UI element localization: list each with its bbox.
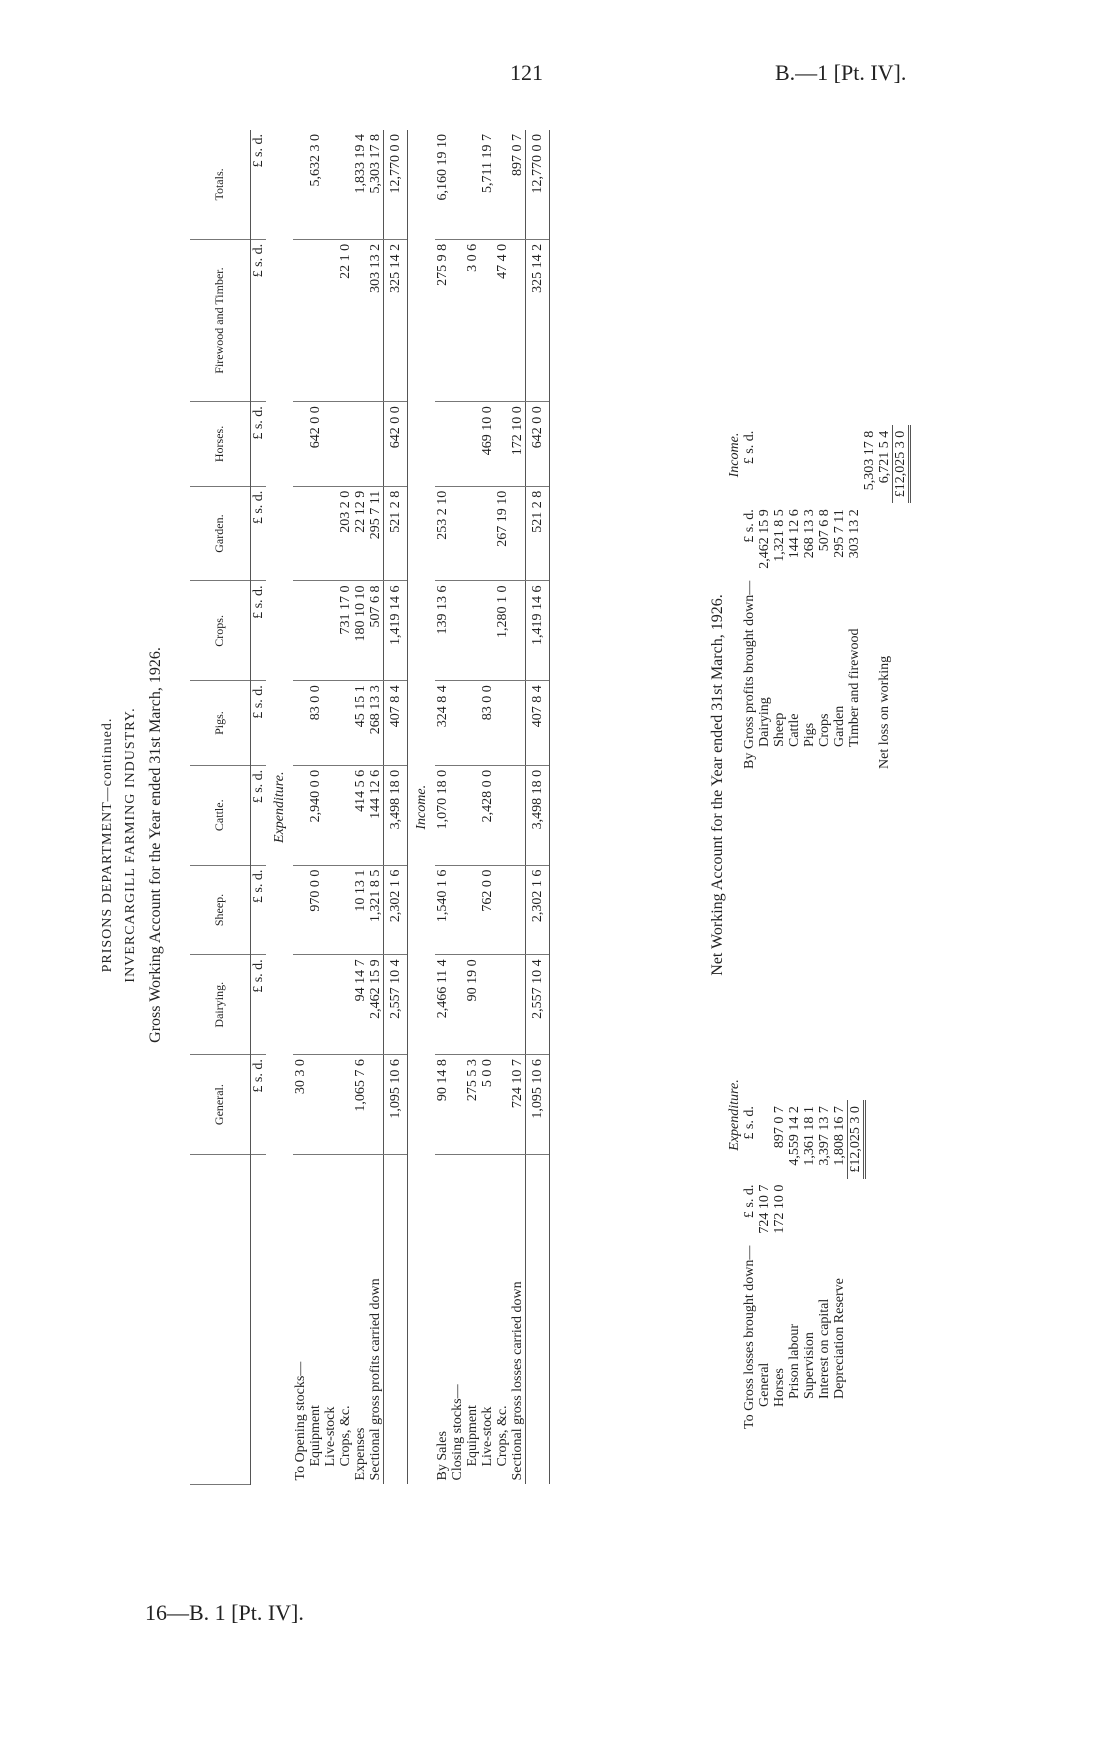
net-inc-blank xyxy=(787,425,802,504)
net-inc-blank xyxy=(832,425,847,504)
column-header: Dairying. xyxy=(190,955,250,1055)
column-header: Pigs. xyxy=(190,681,250,766)
net-exp-intro: To Gross losses brought down— xyxy=(742,1245,757,1429)
table-cell xyxy=(495,681,510,766)
table-cell xyxy=(293,865,308,955)
table-cell xyxy=(465,865,480,955)
row-label: Equipment xyxy=(464,1405,480,1467)
net-expenditure-table xyxy=(742,1100,866,1435)
table-row xyxy=(338,130,353,1485)
net-exp-row xyxy=(787,1100,802,1435)
table-cell: 22 12 9 xyxy=(353,486,368,581)
table-cell xyxy=(308,955,323,1055)
total-cell: 521 2 8 xyxy=(525,486,549,581)
table-cell xyxy=(465,765,480,865)
total-cell: 521 2 8 xyxy=(383,486,407,581)
column-header: Totals. xyxy=(190,130,250,239)
unit-label: £ s. d. xyxy=(250,486,266,581)
total-cell: 2,557 10 4 xyxy=(525,955,549,1055)
total-cell: 2,302 1 6 xyxy=(525,865,549,955)
industry-heading: INVERCARGILL FARMING INDUSTRY. xyxy=(123,707,138,983)
table-cell xyxy=(353,402,368,487)
table-cell xyxy=(465,486,480,581)
table-cell: 267 19 10 xyxy=(495,486,510,581)
net-inc-row xyxy=(802,425,817,775)
row-label: Live-stock xyxy=(322,1406,338,1467)
total-cell: 1,095 10 6 xyxy=(525,1055,549,1155)
unit-label: £ s. d. xyxy=(250,1055,266,1155)
net-inc-blank xyxy=(802,425,817,504)
table-cell xyxy=(308,239,323,401)
net-loss-value: 6,721 5 4 xyxy=(877,430,892,484)
table-cell xyxy=(368,402,384,487)
table-cell: 275 9 8 xyxy=(435,239,450,401)
table-cell xyxy=(323,765,338,865)
net-exp-sub xyxy=(832,1179,848,1240)
unit-label: £ s. d. xyxy=(250,865,266,955)
table-cell: 30 3 0 xyxy=(293,1055,308,1155)
table-cell xyxy=(293,130,308,239)
table-cell xyxy=(323,581,338,681)
table-cell xyxy=(323,402,338,487)
table-cell xyxy=(495,955,510,1055)
table-cell xyxy=(480,486,495,581)
table-cell xyxy=(480,239,495,401)
net-exp-total: £12,025 3 0 xyxy=(848,1100,865,1179)
page-reference: B.—1 [Pt. IV]. xyxy=(775,60,907,85)
table-cell xyxy=(465,681,480,766)
total-cell: 2,302 1 6 xyxy=(383,865,407,955)
net-inc-amount: 303 13 2 xyxy=(847,509,862,559)
table-cell xyxy=(323,1055,338,1155)
table-cell: 1,065 7 6 xyxy=(353,1055,368,1155)
table-cell xyxy=(338,1055,353,1155)
table-cell xyxy=(308,486,323,581)
table-row xyxy=(450,130,465,1485)
net-inc-row xyxy=(832,425,847,775)
table-cell xyxy=(338,130,353,239)
total-cell: 325 14 2 xyxy=(383,239,407,401)
table-cell xyxy=(323,955,338,1055)
net-income-table xyxy=(742,425,911,775)
net-inc-subtotal: 5,303 17 8 xyxy=(862,430,877,491)
department-heading: PRISONS DEPARTMENT—continued. xyxy=(100,717,115,973)
table-cell: 507 6 8 xyxy=(368,581,384,681)
net-exp-label: Supervision xyxy=(802,1332,817,1399)
row-label: Sectional gross profits carried down xyxy=(367,1278,383,1481)
table-cell xyxy=(495,130,510,239)
row-label: Sectional gross losses carried down xyxy=(509,1281,525,1481)
row-label: Closing stocks— xyxy=(449,1384,465,1481)
table-cell xyxy=(465,581,480,681)
page-footer: 16—B. 1 [Pt. IV]. xyxy=(145,1600,304,1625)
total-cell: 3,498 18 0 xyxy=(383,765,407,865)
net-exp-label: Interest on capital xyxy=(817,1298,832,1399)
total-cell: 407 8 4 xyxy=(383,681,407,766)
table-cell: 180 10 10 xyxy=(353,581,368,681)
net-exp-amount: 1,808 16 7 xyxy=(832,1106,847,1166)
table-cell xyxy=(450,239,465,401)
table-cell: 5 0 0 xyxy=(480,1055,495,1155)
total-cell: 3,498 18 0 xyxy=(525,765,549,865)
table-cell xyxy=(338,955,353,1055)
column-header: Cattle. xyxy=(190,765,250,865)
table-cell xyxy=(450,581,465,681)
table-cell xyxy=(480,581,495,681)
net-inc-total: £12,025 3 0 xyxy=(893,425,910,504)
table-cell xyxy=(450,130,465,239)
net-inc-intro: By Gross profits brought down— xyxy=(742,580,757,769)
table-cell: 414 5 6 xyxy=(353,765,368,865)
net-inc-amount: 1,321 8 5 xyxy=(772,509,787,562)
column-header: Horses. xyxy=(190,402,250,487)
table-cell: 83 0 0 xyxy=(308,681,323,766)
table-cell xyxy=(308,581,323,681)
table-cell xyxy=(495,765,510,865)
table-cell: 22 1 0 xyxy=(338,239,353,401)
table-cell xyxy=(450,1055,465,1155)
net-exp-sub xyxy=(787,1179,802,1240)
gross-account-title: Gross Working Account for the Year ended 31st March, 1926. xyxy=(147,647,164,1043)
net-exp-row xyxy=(772,1100,787,1435)
table-row xyxy=(435,130,450,1485)
table-cell: 2,466 11 4 xyxy=(435,955,450,1055)
table-cell xyxy=(510,681,526,766)
table-cell: 762 0 0 xyxy=(480,865,495,955)
net-inc-label: Timber and firewood xyxy=(847,628,862,747)
table-cell: 268 13 3 xyxy=(368,681,384,766)
net-exp-amount xyxy=(757,1100,772,1179)
column-header: Garden. xyxy=(190,486,250,581)
column-header: Firewood and Timber. xyxy=(190,239,250,401)
table-cell: 2,462 15 9 xyxy=(368,955,384,1055)
column-header xyxy=(190,1155,250,1485)
net-inc-row xyxy=(757,425,772,775)
row-label: Crops, &c. xyxy=(337,1405,353,1467)
table-cell xyxy=(510,581,526,681)
table-cell xyxy=(293,765,308,865)
table-cell xyxy=(480,955,495,1055)
unit-label xyxy=(250,1155,266,1485)
net-inc-blank xyxy=(772,425,787,504)
net-account xyxy=(710,135,911,1435)
net-inc-row xyxy=(787,425,802,775)
unit-label: £ s. d. xyxy=(250,681,266,766)
table-cell: 47 4 0 xyxy=(495,239,510,401)
net-income-heading: Income. xyxy=(727,432,742,478)
table-cell: 3 0 6 xyxy=(465,239,480,401)
table-cell xyxy=(495,402,510,487)
net-inc-label: Sheep xyxy=(772,712,787,747)
table-cell xyxy=(495,1055,510,1155)
net-inc-blank xyxy=(847,425,862,504)
table-cell xyxy=(323,486,338,581)
total-cell: 642 0 0 xyxy=(383,402,407,487)
table-cell: 1,540 1 6 xyxy=(435,865,450,955)
table-cell xyxy=(450,402,465,487)
unit-label: £ s. d. xyxy=(742,509,757,543)
net-exp-label: Horses xyxy=(772,1368,787,1407)
net-inc-amount: 144 12 6 xyxy=(787,509,802,559)
table-cell: 303 13 2 xyxy=(368,239,384,401)
table-cell xyxy=(450,765,465,865)
net-inc-amount: 268 13 3 xyxy=(802,509,817,559)
net-inc-label: Crops xyxy=(817,713,832,747)
unit-label: £ s. d. xyxy=(250,955,266,1055)
net-exp-amount: 3,397 13 7 xyxy=(817,1106,832,1166)
net-inc-row xyxy=(772,425,787,775)
net-exp-sub xyxy=(817,1179,832,1240)
total-cell: 407 8 4 xyxy=(525,681,549,766)
table-cell: 45 15 1 xyxy=(353,681,368,766)
table-cell xyxy=(510,765,526,865)
total-cell: 1,419 14 6 xyxy=(525,581,549,681)
net-exp-label: Depreciation Reserve xyxy=(832,1278,847,1399)
table-row xyxy=(323,130,338,1485)
table-cell: 253 2 10 xyxy=(435,486,450,581)
table-cell xyxy=(323,681,338,766)
table-cell: 1,833 19 4 xyxy=(353,130,368,239)
table-cell: 5,303 17 8 xyxy=(368,130,384,239)
row-label: By Sales xyxy=(434,1431,450,1481)
table-cell xyxy=(450,955,465,1055)
table-cell xyxy=(465,130,480,239)
table-cell: 83 0 0 xyxy=(480,681,495,766)
table-cell xyxy=(293,581,308,681)
section-row xyxy=(407,130,435,1485)
table-cell: 94 14 7 xyxy=(353,955,368,1055)
net-exp-row xyxy=(802,1100,817,1435)
net-exp-label: General xyxy=(757,1362,772,1407)
table-cell xyxy=(368,1055,384,1155)
table-row xyxy=(353,130,368,1485)
row-label: Live-stock xyxy=(479,1406,495,1467)
table-cell xyxy=(450,681,465,766)
table-cell xyxy=(510,865,526,955)
table-cell: 203 2 0 xyxy=(338,486,353,581)
net-inc-blank xyxy=(757,425,772,504)
total-cell: 642 0 0 xyxy=(525,402,549,487)
net-inc-amount: 2,462 15 9 xyxy=(757,509,772,569)
table-cell xyxy=(353,239,368,401)
table-cell: 1,321 8 5 xyxy=(368,865,384,955)
unit-label: £ s. d. xyxy=(742,430,757,465)
table-cell: 10 13 1 xyxy=(353,865,368,955)
column-header: General. xyxy=(190,1055,250,1155)
table-row xyxy=(480,130,495,1485)
net-exp-amount: 4,559 14 2 xyxy=(787,1106,802,1166)
table-cell xyxy=(293,239,308,401)
table-cell xyxy=(293,681,308,766)
net-inc-label: Pigs xyxy=(802,722,817,747)
unit-label: £ s. d. xyxy=(250,765,266,865)
table-cell xyxy=(450,865,465,955)
net-exp-sub: 172 10 0 xyxy=(772,1184,787,1234)
net-exp-sub: 724 10 7 xyxy=(757,1184,772,1234)
table-cell xyxy=(338,865,353,955)
section-label: Income. xyxy=(413,784,429,830)
table-cell xyxy=(308,1055,323,1155)
table-cell: 642 0 0 xyxy=(308,402,323,487)
total-label xyxy=(525,1155,549,1485)
table-cell xyxy=(323,239,338,401)
net-inc-amount: 507 6 8 xyxy=(817,509,832,552)
section-row xyxy=(266,130,293,1485)
total-row xyxy=(383,130,407,1485)
table-cell: 6,160 19 10 xyxy=(435,130,450,239)
total-cell: 1,419 14 6 xyxy=(383,581,407,681)
row-label: Crops, &c. xyxy=(494,1405,510,1467)
table-cell: 275 5 3 xyxy=(465,1055,480,1155)
table-row xyxy=(510,130,526,1485)
table-cell xyxy=(435,402,450,487)
table-cell: 295 7 11 xyxy=(368,486,384,581)
table-cell: 731 17 0 xyxy=(338,581,353,681)
table-cell xyxy=(510,486,526,581)
column-header: Sheep. xyxy=(190,865,250,955)
net-inc-label: Garden xyxy=(832,705,847,747)
table-cell: 172 10 0 xyxy=(510,402,526,487)
net-inc-row xyxy=(847,425,862,775)
unit-label: £ s. d. xyxy=(742,1184,757,1219)
section-label: Expenditure. xyxy=(271,771,287,843)
table-cell: 1,070 18 0 xyxy=(435,765,450,865)
table-row xyxy=(368,130,384,1485)
total-cell: 12,770 0 0 xyxy=(525,130,549,239)
row-label: Equipment xyxy=(307,1405,323,1467)
net-inc-blank xyxy=(817,425,832,504)
table-row xyxy=(495,130,510,1485)
table-cell xyxy=(510,955,526,1055)
table-cell: 144 12 6 xyxy=(368,765,384,865)
table-row xyxy=(308,130,323,1485)
net-exp-row xyxy=(757,1100,772,1435)
unit-label: £ s. d. xyxy=(250,402,266,487)
table-cell: 2,940 0 0 xyxy=(308,765,323,865)
net-exp-row xyxy=(832,1100,848,1435)
page-number: 121 xyxy=(510,60,543,85)
net-exp-label: Prison labour xyxy=(787,1323,802,1399)
unit-label: £ s. d. xyxy=(250,130,266,239)
net-account-title: Net Working Account for the Year ended 31st March, 1926. xyxy=(709,594,726,976)
net-exp-sub xyxy=(802,1179,817,1240)
total-label xyxy=(383,1155,407,1485)
net-exp-row xyxy=(817,1100,832,1435)
net-expenditure-heading: Expenditure. xyxy=(727,1079,742,1151)
net-inc-row xyxy=(817,425,832,775)
table-cell: 469 10 0 xyxy=(480,402,495,487)
table-cell: 90 14 8 xyxy=(435,1055,450,1155)
total-cell: 2,557 10 4 xyxy=(383,955,407,1055)
table-cell: 2,428 0 0 xyxy=(480,765,495,865)
table-cell xyxy=(338,765,353,865)
table-cell: 90 19 0 xyxy=(465,955,480,1055)
net-inc-label: Dairying xyxy=(757,697,772,747)
table-cell xyxy=(293,955,308,1055)
total-cell: 1,095 10 6 xyxy=(383,1055,407,1155)
row-label: To Opening stocks— xyxy=(292,1361,308,1481)
table-row xyxy=(465,130,480,1485)
net-exp-amount: 1,361 18 1 xyxy=(802,1106,817,1166)
total-cell: 12,770 0 0 xyxy=(383,130,407,239)
table-cell: 5,632 3 0 xyxy=(308,130,323,239)
unit-label: £ s. d. xyxy=(250,239,266,401)
unit-label: £ s. d. xyxy=(250,581,266,681)
column-header: Crops. xyxy=(190,581,250,681)
table-cell xyxy=(293,402,308,487)
table-cell: 970 0 0 xyxy=(308,865,323,955)
table-cell xyxy=(495,865,510,955)
gross-account-table xyxy=(190,130,550,1485)
table-cell: 1,280 1 0 xyxy=(495,581,510,681)
table-cell: 5,711 19 7 xyxy=(480,130,495,239)
table-cell xyxy=(465,402,480,487)
row-label: Expenses xyxy=(352,1427,368,1481)
net-inc-label: Cattle xyxy=(787,713,802,747)
table-cell xyxy=(323,130,338,239)
table-cell xyxy=(338,681,353,766)
table-cell xyxy=(450,486,465,581)
table-row xyxy=(293,130,308,1485)
table-cell xyxy=(338,402,353,487)
table-cell: 324 8 4 xyxy=(435,681,450,766)
total-row xyxy=(525,130,549,1485)
table-cell: 897 0 7 xyxy=(510,130,526,239)
table-cell xyxy=(323,865,338,955)
table-cell xyxy=(293,486,308,581)
table-cell: 139 13 6 xyxy=(435,581,450,681)
unit-label: £ s. d. xyxy=(742,1106,757,1140)
table-cell xyxy=(510,239,526,401)
total-cell: 325 14 2 xyxy=(525,239,549,401)
rotated-report xyxy=(95,125,1095,1565)
table-cell: 724 10 7 xyxy=(510,1055,526,1155)
net-inc-amount: 295 7 11 xyxy=(832,509,847,558)
net-loss-label: Net loss on working xyxy=(877,655,892,769)
net-exp-amount: 897 0 7 xyxy=(772,1106,787,1149)
